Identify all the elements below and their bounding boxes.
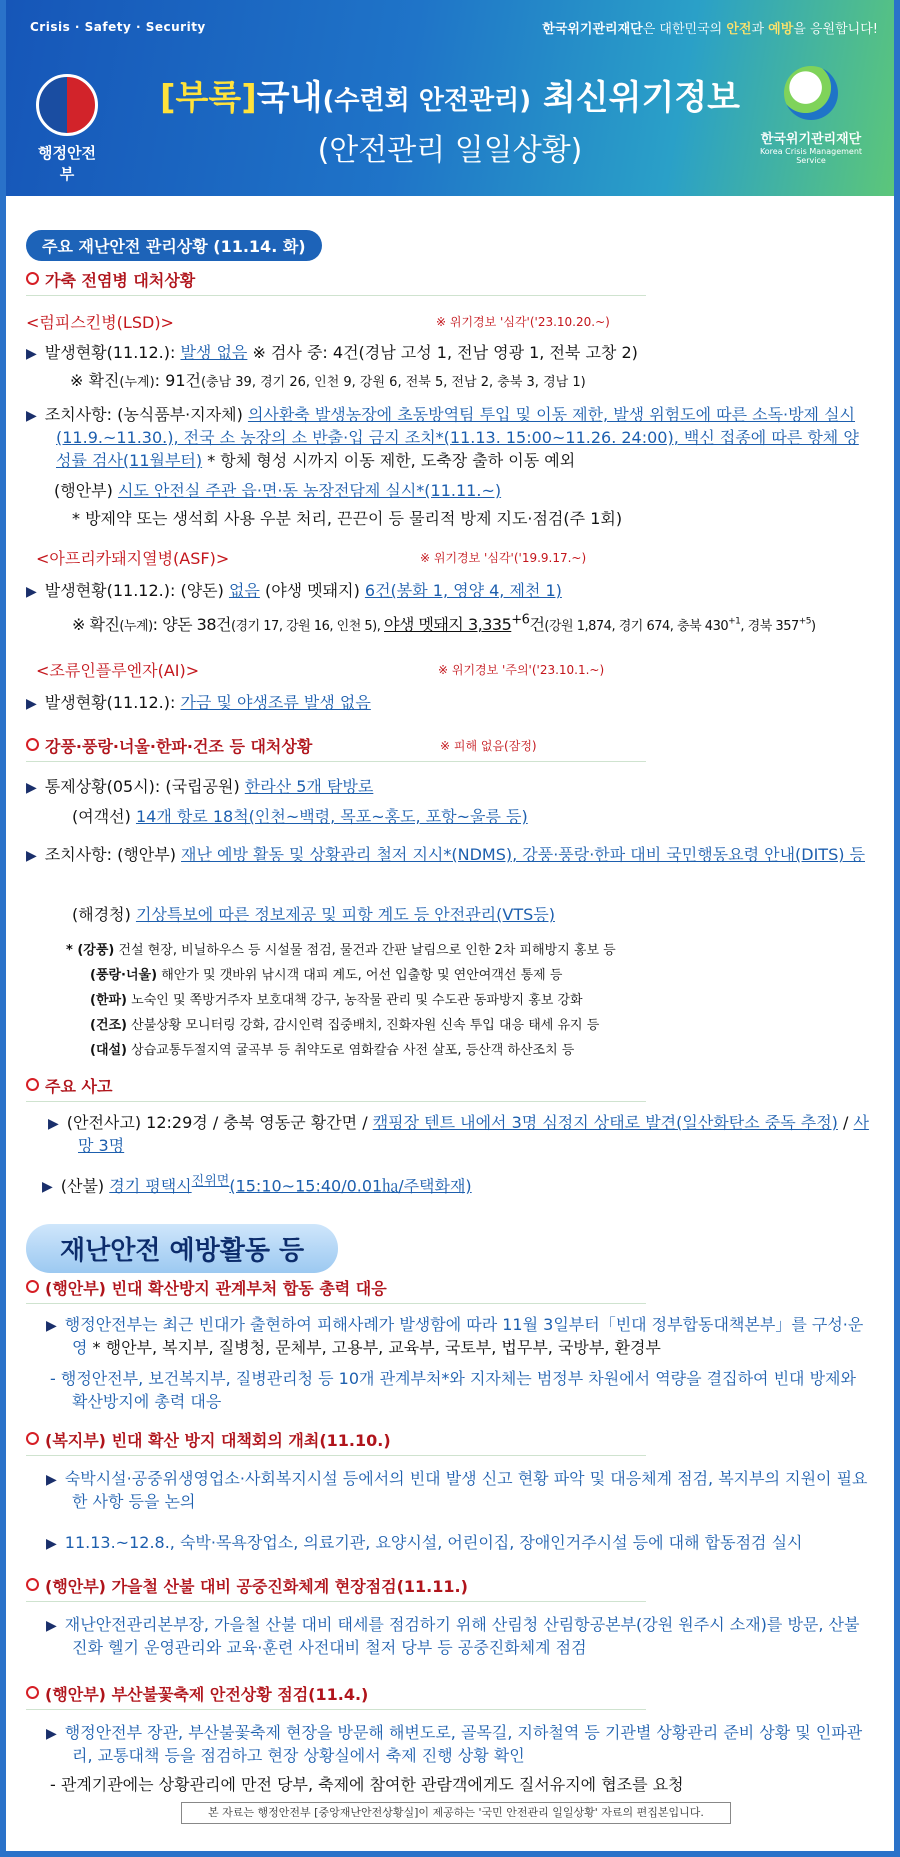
note-line: (대설) 상습교통두절지역 굴곡부 등 취약도로 염화칼슘 사전 살포, 등산객 하산조치 등 bbox=[90, 1043, 575, 1058]
status-pill: 주요 재난안전 관리상황 (11.14. 화) bbox=[26, 230, 322, 261]
prevention-item-2-body: ▶ 숙박시설·공중위생영업소·사회복지시설 등에서의 빈대 발생 신고 현황 파악 및 대응체계 점검, 복지부의 지원이 필요한 사항 등을 논의 bbox=[46, 1469, 868, 1511]
triangle-bullet-icon: ▶ bbox=[48, 1116, 59, 1132]
lsd-occurrence: ▶ 발생현황(11.12.): 발생 없음 ※ 검사 중: 4건(경남 고성 1, 전남 영광 1, 전북 고창 2) bbox=[26, 343, 638, 362]
circle-bullet-icon bbox=[26, 738, 39, 751]
triangle-bullet-icon: ▶ bbox=[26, 584, 37, 600]
circle-bullet-icon bbox=[26, 1578, 39, 1591]
ai-title-row: <조류인플루엔자(AI)> ※ 위기경보 '주의'('23.10.1.~) bbox=[36, 661, 605, 680]
prevention-item-4-body: ▶ 행정안전부 장관, 부산불꽃축제 현장을 방문해 해변도로, 골목길, 지하철역 등 기관별 상황관리 준비 상황 및 인파관리, 교통대책 등을 점검하고 현장 상황실에서 축제 진행 상황 확인 bbox=[46, 1723, 863, 1765]
note-line: (건조) 산불상황 모니터링 강화, 감시인력 집중배치, 진화자원 신속 투입 대응 태세 유지 등 bbox=[90, 1018, 600, 1033]
header-tag: Crisis · Safety · Security bbox=[30, 20, 206, 34]
lsd-note: * 방제약 또는 생석회 사용 우분 처리, 끈끈이 등 물리적 방제 지도·점검(주 1회) bbox=[72, 509, 623, 528]
header-banner bbox=[6, 0, 894, 196]
prevention-item-2-heading: (복지부) 빈대 확산 방지 대책회의 개최(11.10.) bbox=[26, 1428, 872, 1462]
note-line: (풍랑·너울) 해안가 및 갯바위 낚시객 대피 계도, 어선 입출항 및 연안여객선 통제 등 bbox=[90, 968, 563, 983]
prevention-item-2-sub: ▶ 11.13.~12.8., 숙박·목욕장업소, 의료기관, 요양시설, 어린이집, 장애인거주시설 등에 대해 합동점검 실시 bbox=[46, 1533, 803, 1552]
triangle-bullet-icon: ▶ bbox=[26, 696, 37, 712]
asf-occurrence: ▶ 발생현황(11.12.): (양돈) 없음 (야생 멧돼지) 6건(봉화 1, 영양 4, 제천 1) bbox=[26, 581, 562, 600]
asf-title-row: <아프리카돼지열병(ASF)> ※ 위기경보 '심각'('19.9.17.~) bbox=[36, 549, 587, 568]
circle-bullet-icon bbox=[26, 1432, 39, 1445]
triangle-bullet-icon: ▶ bbox=[26, 346, 37, 362]
weather-actions: ▶ 조치사항: (행안부) 재난 예방 활동 및 상황관리 철저 지시*(NDMS), 강풍·풍랑·한파 대비 국민행동요령 안내(DITS) 등 bbox=[26, 845, 866, 864]
prevention-item-1-sub: - 행정안전부, 보건복지부, 질병관리청 등 10개 관계부처*와 지자체는 범정부 차원에서 역량을 결집하여 빈대 방제와 확산방지에 총력 대응 bbox=[50, 1369, 856, 1411]
accident-safety: ▶ (안전사고) 12:29경 / 충북 영동군 황간면 / 캠핑장 텐트 내에서 3명 심정지 상태로 발견(일산화탄소 중독 추정) / 사망 3명 bbox=[48, 1113, 869, 1155]
circle-bullet-icon bbox=[26, 1280, 39, 1293]
title-main: 국내 bbox=[256, 78, 323, 118]
prevention-pill: 재난안전 예방활동 등 bbox=[26, 1224, 338, 1273]
weather-coast: (해경청) 기상특보에 따른 정보제공 및 피항 계도 등 안전관리(VTS등) bbox=[72, 905, 555, 924]
ai-occurrence: ▶ 발생현황(11.12.): 가금 및 야생조류 발생 없음 bbox=[26, 693, 371, 712]
ministry-name: 행정안전부 bbox=[38, 144, 96, 183]
title-appendix: [부록] bbox=[159, 78, 257, 118]
prevention-item-1-body: ▶ 행정안전부는 최근 빈대가 출현하여 피해사례가 발생함에 따라 11월 3일부터「빈대 정부합동대책본부」를 구성·운영 * 행안부, 복지부, 질병청, 문체부, 고용부, 교육부, 국토부, 법무부, 국방부, 환경부 bbox=[46, 1315, 864, 1357]
lsd-title-row: <럼피스킨병(LSD)> ※ 위기경보 '심각'('23.10.20.~) bbox=[26, 313, 610, 332]
lsd-mois: (행안부) 시도 안전실 주관 읍·면·동 농장전담제 실시*(11.11.~) bbox=[54, 481, 502, 500]
prevention-pill-row bbox=[26, 1224, 872, 1273]
asf-confirmed: ※ 확진(누계): 양돈 38건(경기 17, 강원 16, 인천 5), 야생 멧돼지 $3,335^{+6}$건(강원 1,874, 경기 674, 충북 $430^{+1}$, 경북 $357^{+5}$) bbox=[72, 612, 816, 634]
section-livestock-heading: 가축 전염병 대처상황 bbox=[26, 271, 195, 290]
section-weather-heading: 강풍·풍랑·너울·한파·건조 등 대처상황 ※ 피해 없음(잠정) bbox=[26, 734, 872, 768]
lsd-actions: ▶ 조치사항: (농식품부·지자체) 의사환축 발생농장에 초동방역팀 투입 및 이동 제한, 발생 위험도에 따른 소독·방제 실시(11.9.~11.30.), 전국 소 농장의 소 반출·입 금지 조치*(11.13. 15:00~11.26. 24:00), 백신 접종에 따른 항체 양성률 검사(11월부터) * 항체 형성 시까지 이동 제한, 도축장 출하 이동 예외 bbox=[26, 405, 859, 470]
section-accidents-heading: 주요 사고 bbox=[26, 1074, 872, 1108]
prevention-item-3-heading: (행안부) 가을철 산불 대비 공중진화체계 현장점검(11.11.) bbox=[26, 1574, 872, 1608]
foundation-name: 한국위기관리재단 bbox=[760, 132, 862, 147]
triangle-bullet-icon: ▶ bbox=[26, 408, 37, 424]
circle-bullet-icon bbox=[26, 1686, 39, 1699]
triangle-bullet-icon: ▶ bbox=[42, 1179, 53, 1196]
taegeuk-icon bbox=[36, 74, 98, 136]
note-line: * (강풍) 건설 현장, 비닐하우스 등 시설물 점검, 물건과 간판 날림으로 인한 2차 피해방지 홍보 등 bbox=[66, 943, 616, 958]
prevention-item-1-heading: (행안부) 빈대 확산방지 관계부처 합동 총력 대응 bbox=[26, 1276, 872, 1310]
prevention-item-4-heading: (행안부) 부산불꽃축제 안전상황 점검(11.4.) bbox=[26, 1682, 872, 1716]
triangle-bullet-icon: ▶ bbox=[26, 780, 37, 796]
prevention-item-4-sub: - 관계기관에는 상황관리에 만전 당부, 축제에 참여한 관람객에게도 질서유지에 협조를 요청 bbox=[50, 1775, 684, 1794]
foundation-swirl-icon bbox=[784, 66, 838, 120]
weather-notes bbox=[66, 938, 872, 1063]
title-paren: (수련회 안전관리) bbox=[322, 86, 532, 116]
circle-bullet-icon bbox=[26, 1078, 39, 1091]
triangle-bullet-icon: ▶ bbox=[26, 848, 37, 864]
footer-note: 본 자료는 행정안전부 [중앙재난안전상황실]이 제공하는 '국민 안전관리 일일상황' 자료의 편집본입니다. bbox=[181, 1802, 731, 1824]
page-subtitle: (안전관리 일일상황) bbox=[317, 133, 583, 168]
foundation-name-en: Korea Crisis Management Service bbox=[759, 147, 863, 165]
weather-control: ▶ 통제상황(05시): (국립공원) 한라산 5개 탐방로 bbox=[26, 777, 374, 796]
title-rest: 최신위기정보 bbox=[531, 78, 741, 118]
circle-bullet-icon bbox=[26, 272, 39, 285]
ministry-logo bbox=[32, 74, 102, 184]
foundation-logo bbox=[746, 66, 876, 165]
page-title bbox=[136, 70, 764, 169]
accident-wildfire: ▶ (산불) 경기 평택시$^{진위면}$(15:10~15:40/0.01㏊/주택화재) bbox=[42, 1174, 472, 1196]
prevention-item-3-body: ▶ 재난안전관리본부장, 가을철 산불 대비 태세를 점검하기 위해 산림청 산림항공본부(강원 원주시 소재)를 방문, 산불 진화 헬기 운영관리와 교육·훈련 사전대비 철저 당부 등 공중진화체계 점검 bbox=[46, 1615, 860, 1657]
header-slogan: 한국위기관리재단은 대한민국의 안전과 예방을 응원합니다! bbox=[542, 22, 878, 37]
lsd-confirmed: ※ 확진(누계): 91건(충남 39, 경기 26, 인천 9, 강원 6, 전북 5, 전남 2, 충북 3, 경남 1) bbox=[70, 371, 586, 390]
weather-ferry: (여객선) 14개 항로 18척(인천~백령, 목포~홍도, 포항~울릉 등) bbox=[72, 807, 528, 826]
note-line: (한파) 노숙인 및 쪽방거주자 보호대책 강구, 농작물 관리 및 수도관 동파방지 홍보 강화 bbox=[90, 993, 583, 1008]
